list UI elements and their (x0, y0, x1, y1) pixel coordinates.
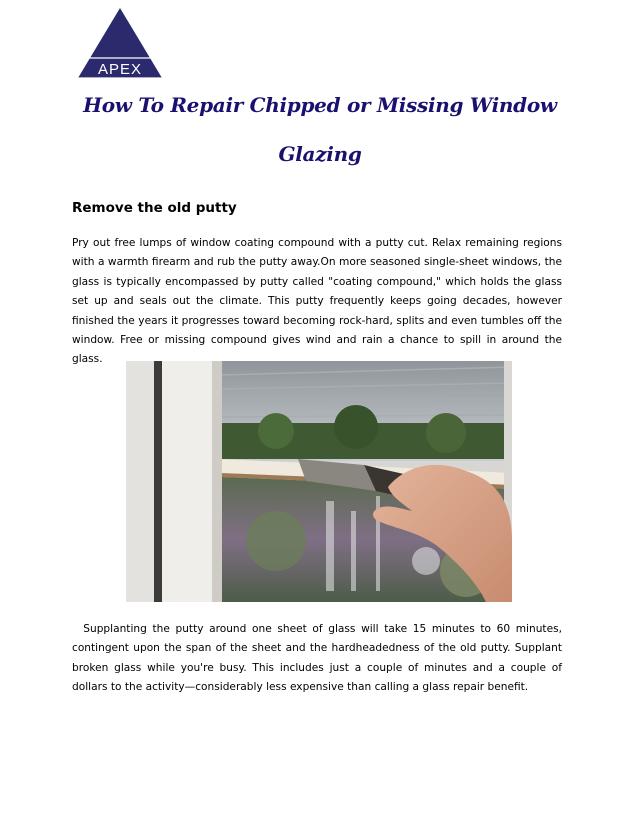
page-title-line-2: Glazing (278, 142, 362, 166)
logo-text: APEX (97, 61, 143, 78)
window-putty-photo (126, 361, 512, 602)
page-title-line-1: How To Repair Chipped or Missing Window (83, 93, 557, 117)
apex-logo (74, 6, 166, 80)
section-heading: Remove the old putty (72, 200, 237, 216)
paragraph-2-text: Supplanting the putty around one sheet of glass will take 15 minutes to 60 minutes, contingent upon the span of the sheet and the hardheadedness of the old putty. Supplant broken glass while you're busy. This includes just a couple of minutes and a couple of dollars to the activity—considerably less expensive than calling a glass repair benefit. (72, 623, 562, 694)
paragraph-2 (72, 620, 562, 698)
paragraph-1: Pry out free lumps of window coating compound with a putty cut. Relax remaining regions with a warmth firearm and rub the putty away.On more seasoned single-sheet windows, the glass is typically encompassed by putty called "coating compound," which holds the glass set up and seals out the climate. This putty frequently keeps going decades, however finished the years it progresses toward becoming rock-hard, splits and even tumbles off the window. Free or missing compound gives wind and rain a chance to spill in around the glass. (72, 237, 562, 366)
